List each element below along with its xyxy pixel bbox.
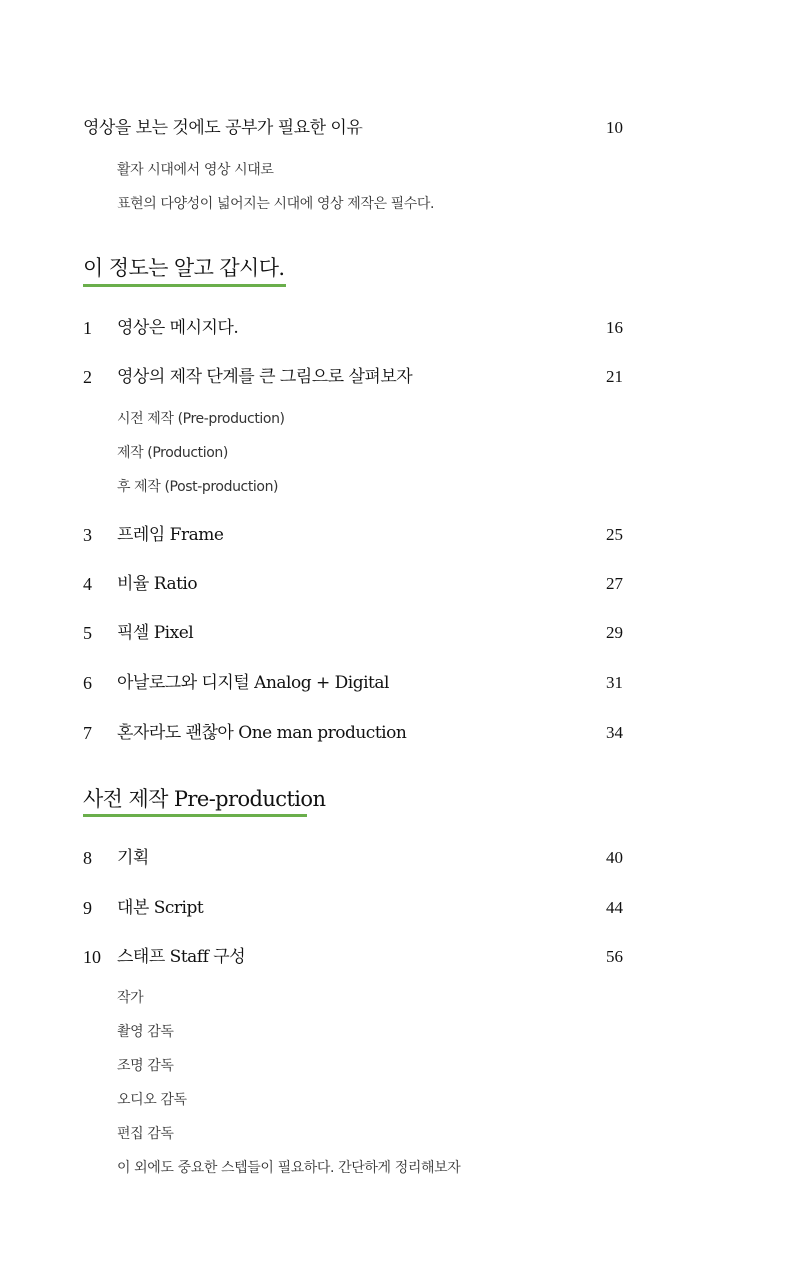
- subentry: 제작 (Production): [117, 445, 228, 461]
- entry-title: 영상을 보는 것에도 공부가 필요한 이유: [83, 118, 363, 138]
- entry-title: 영상은 메시지다.: [117, 318, 239, 338]
- toc-entry[interactable]: [83, 895, 623, 921]
- section-underline: [83, 814, 307, 817]
- entry-page-number: 40: [606, 848, 623, 867]
- entry-number: 9: [83, 898, 92, 918]
- section-heading: 이 정도는 알고 갑시다.: [83, 256, 285, 280]
- entry-title: 프레임 Frame: [117, 525, 224, 545]
- entry-title: 아날로그와 디지털 Analog + Digital: [117, 673, 389, 693]
- entry-number: 1: [83, 318, 92, 338]
- entry-title: 비율 Ratio: [117, 574, 198, 594]
- subentry: 활자 시대에서 영상 시대로: [117, 162, 274, 178]
- entry-number: 10: [83, 947, 101, 967]
- subentry: 촬영 감독: [117, 1024, 174, 1040]
- entry-number: 6: [83, 673, 92, 693]
- subentry: 조명 감독: [117, 1058, 174, 1074]
- entry-title: 픽셀 Pixel: [117, 623, 194, 643]
- subentry: 오디오 감독: [117, 1092, 187, 1108]
- toc-entry[interactable]: [83, 944, 623, 970]
- subentry: 이 외에도 중요한 스텝들이 필요하다. 간단하게 정리해보자: [117, 1160, 461, 1176]
- entry-page-number: 56: [606, 947, 623, 966]
- entry-page-number: 27: [606, 574, 623, 593]
- subentry: 후 제작 (Post-production): [117, 479, 279, 495]
- entry-number: 2: [83, 367, 92, 387]
- entry-title: 영상의 제작 단계를 큰 그림으로 살펴보자: [117, 367, 413, 387]
- entry-page-number: 44: [606, 898, 623, 917]
- entry-page-number: 21: [606, 367, 623, 386]
- toc-entry[interactable]: [83, 620, 623, 646]
- toc-entry[interactable]: [83, 845, 623, 871]
- section-underline: [83, 284, 286, 287]
- entry-page-number: 29: [606, 623, 623, 642]
- entry-number: 3: [83, 525, 92, 545]
- entry-title: 스태프 Staff 구성: [117, 947, 246, 967]
- entry-page-number: 34: [606, 723, 623, 742]
- entry-page-number: 31: [606, 673, 623, 692]
- section-heading: 사전 제작 Pre-production: [83, 787, 326, 811]
- subentry: 표현의 다양성이 넓어지는 시대에 영상 제작은 필수다.: [117, 196, 435, 212]
- toc-entry[interactable]: [83, 364, 623, 390]
- entry-page-number: 25: [606, 525, 623, 544]
- entry-number: 7: [83, 723, 92, 743]
- entry-number: 8: [83, 848, 92, 868]
- toc-entry[interactable]: [83, 670, 623, 696]
- toc-entry[interactable]: [83, 571, 623, 597]
- entry-title: 기획: [117, 848, 149, 868]
- toc-entry[interactable]: [83, 522, 623, 548]
- entry-page-number: 16: [606, 318, 623, 337]
- subentry: 편집 감독: [117, 1126, 174, 1142]
- subentry: 시전 제작 (Pre-production): [117, 411, 285, 427]
- toc-entry[interactable]: [83, 720, 623, 746]
- subentry: 작가: [117, 990, 144, 1006]
- entry-number: 5: [83, 623, 92, 643]
- entry-number: 4: [83, 574, 92, 594]
- toc-entry-intro[interactable]: [83, 115, 623, 141]
- toc-entry[interactable]: [83, 315, 623, 341]
- entry-title: 대본 Script: [117, 898, 204, 918]
- entry-title: 혼자라도 괜찮아 One man production: [117, 723, 407, 743]
- entry-page-number: 10: [606, 118, 623, 137]
